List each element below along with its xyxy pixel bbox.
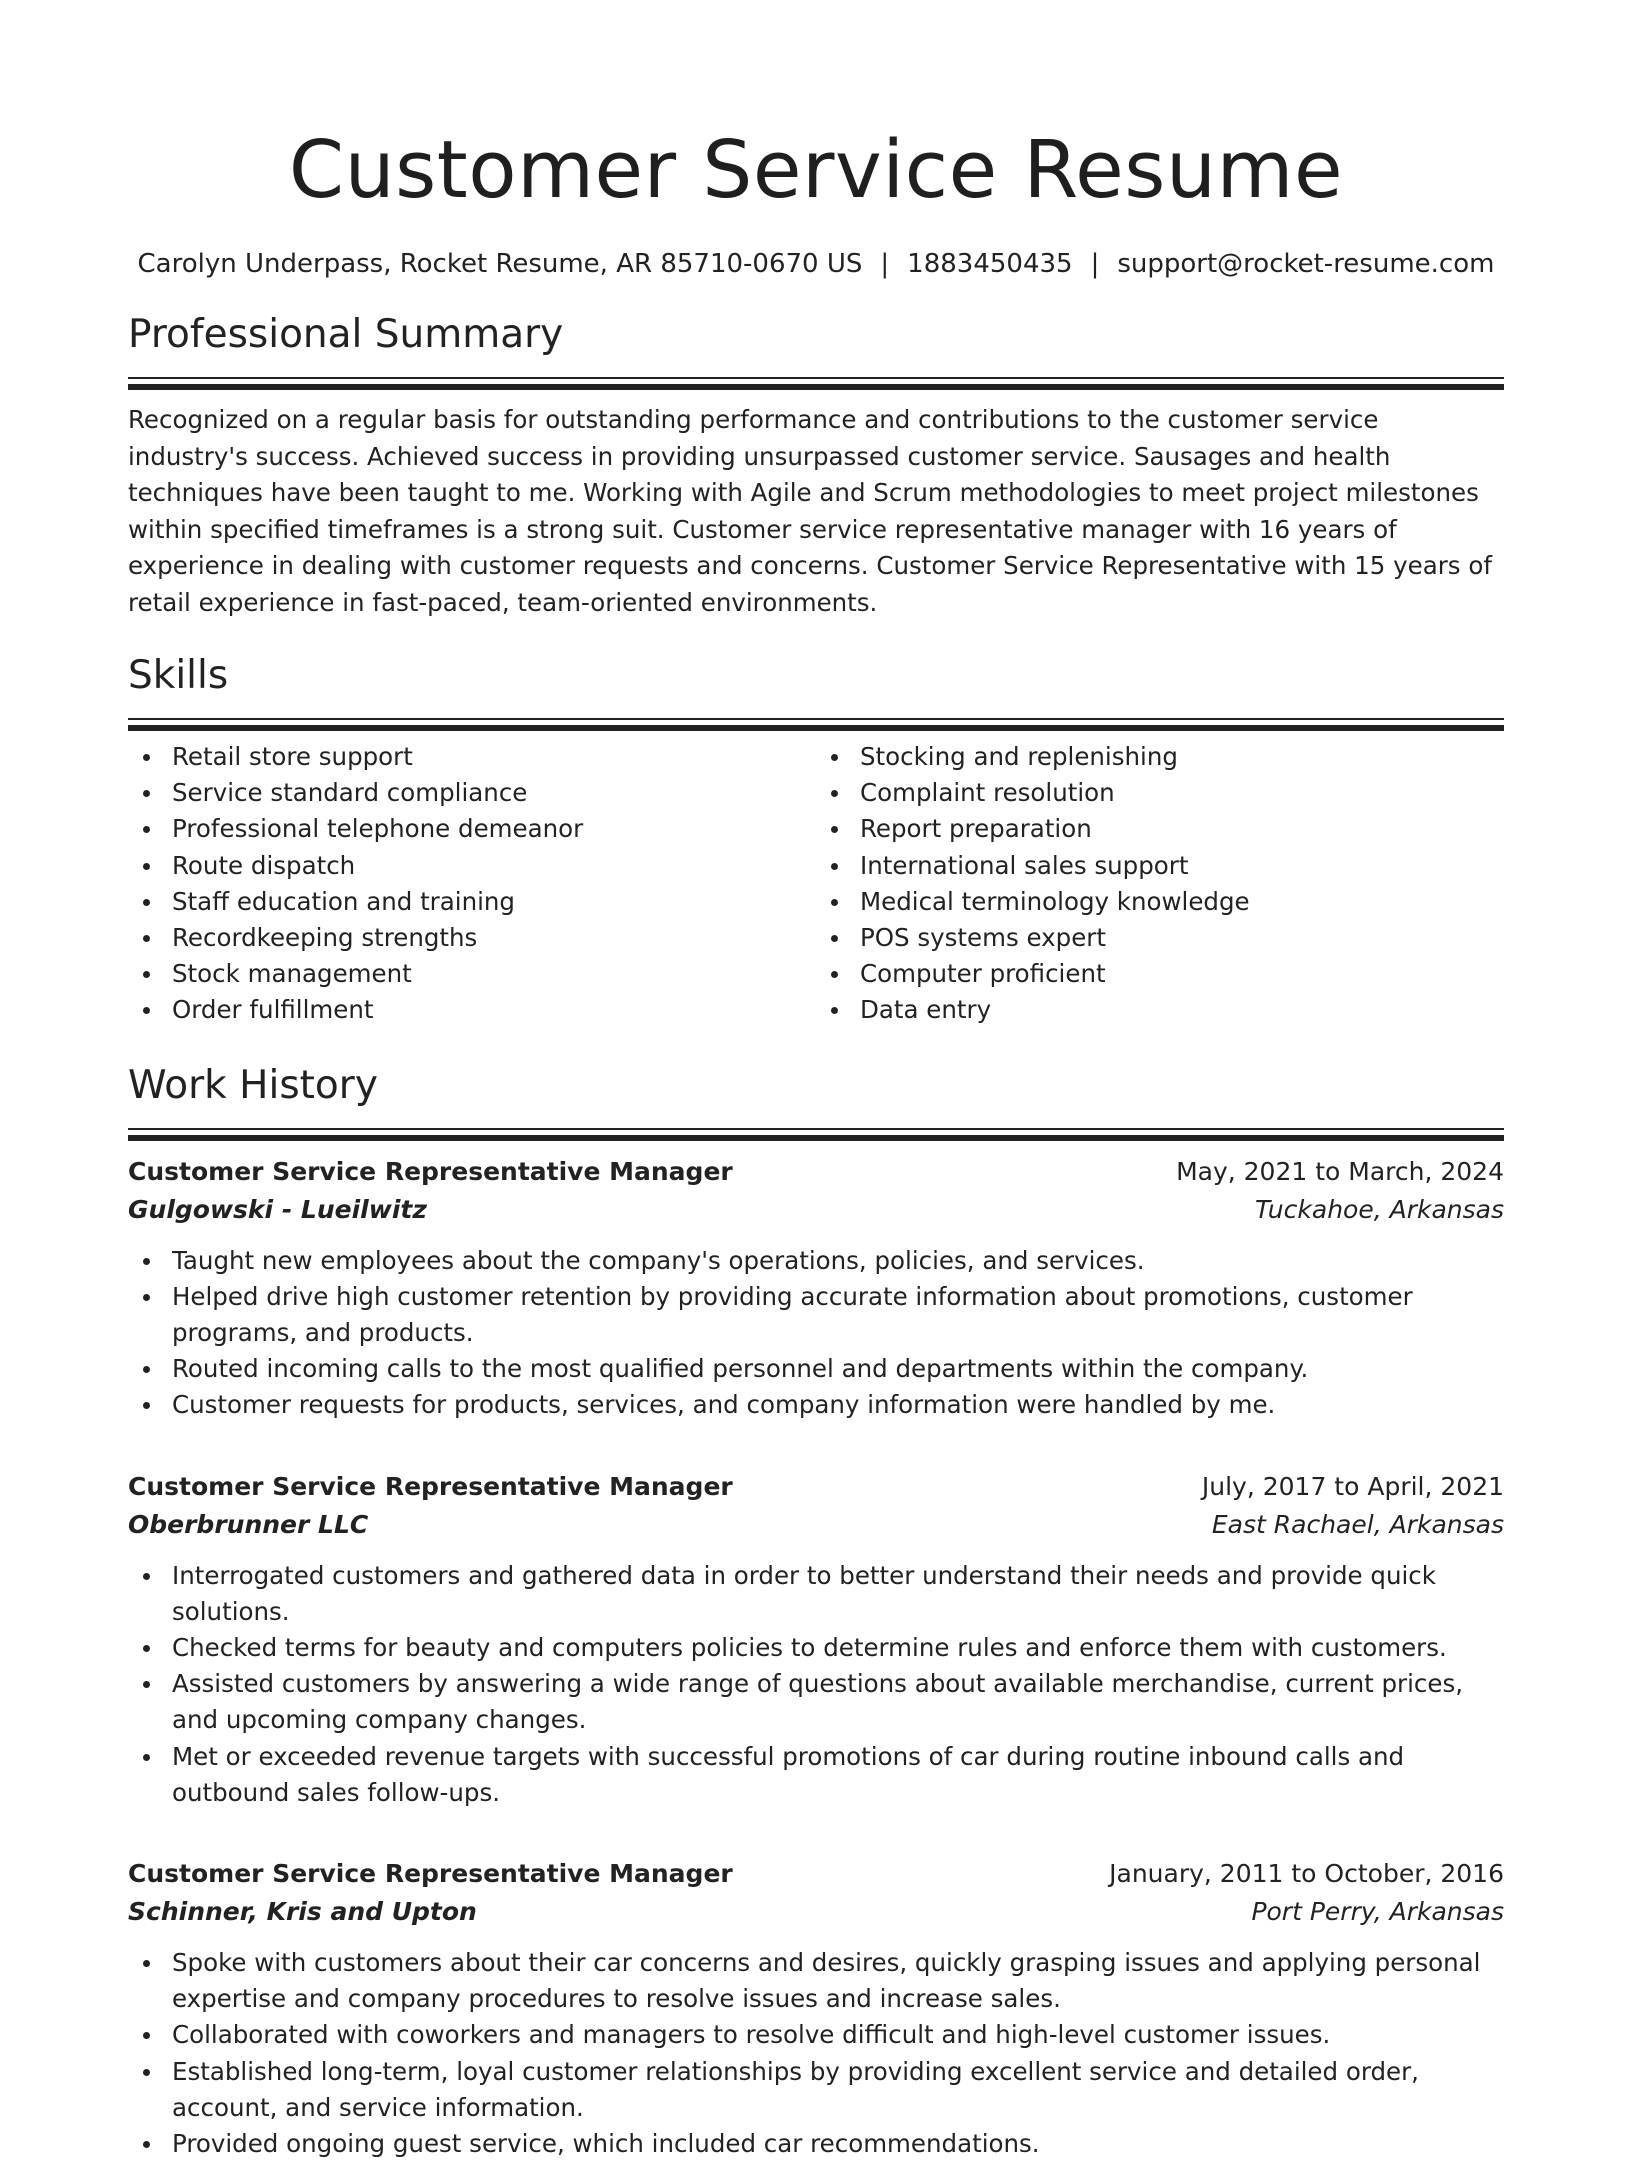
job-entry <box>128 1153 1504 1424</box>
job-location: Tuckahoe, Arkansas <box>1255 1194 1504 1224</box>
skill-item: Service standard compliance <box>128 775 816 811</box>
job-bullet: Established long-term, loyal customer relationships by providing excellent service and detailed order, account, and service information. <box>128 2054 1504 2126</box>
job-company: Schinner, Kris and Upton <box>128 1897 477 1927</box>
summary-heading: Professional Summary <box>128 312 564 357</box>
contact-line <box>128 246 1504 282</box>
job-company: Oberbrunner LLC <box>128 1509 369 1539</box>
skill-item: Staff education and training <box>128 884 816 920</box>
skill-item: Stocking and replenishing <box>816 739 1504 775</box>
job-header-row <box>128 1468 1504 1506</box>
job-bullets <box>128 1945 1504 2162</box>
job-header-row <box>128 1855 1504 1893</box>
contact-email: support@rocket-resume.com <box>1117 249 1495 279</box>
skill-item: International sales support <box>816 848 1504 884</box>
job-company-row <box>128 1191 1504 1229</box>
work-history-heading: Work History <box>128 1062 378 1108</box>
job-company: Gulgowski - Lueilwitz <box>128 1194 427 1224</box>
job-bullet: Collaborated with coworkers and managers to resolve difficult and high-level customer issues. <box>128 2017 1504 2053</box>
job-location: Port Perry, Arkansas <box>1251 1897 1504 1927</box>
skill-item: Order fulfillment <box>128 992 816 1028</box>
job-title: Customer Service Representative Manager <box>128 1156 733 1186</box>
job-header-row <box>128 1153 1504 1191</box>
job-entry <box>128 1855 1504 2162</box>
contact-address: Carolyn Underpass, Rocket Resume, AR 85710-0670 US <box>137 249 863 279</box>
job-dates: January, 2011 to October, 2016 <box>1109 1859 1504 1889</box>
skill-item: Medical terminology knowledge <box>816 884 1504 920</box>
job-bullets <box>128 1558 1504 1811</box>
skill-item: Retail store support <box>128 739 816 775</box>
job-bullets <box>128 1243 1504 1424</box>
skills-list-left <box>128 739 816 1029</box>
job-entry <box>128 1468 1504 1811</box>
summary-section <box>128 310 1504 621</box>
skill-item: POS systems expert <box>816 920 1504 956</box>
job-company-row <box>128 1893 1504 1931</box>
skills-heading: Skills <box>128 653 229 698</box>
job-title: Customer Service Representative Manager <box>128 1859 733 1889</box>
resume-title: Customer Service Resume <box>288 124 1344 216</box>
skill-item: Complaint resolution <box>816 775 1504 811</box>
section-divider <box>128 718 1504 725</box>
job-company-row <box>128 1506 1504 1544</box>
skills-columns <box>128 739 1504 1029</box>
contact-phone: 1883450435 <box>907 249 1073 279</box>
job-bullet: Taught new employees about the company's operations, policies, and services. <box>128 1243 1504 1279</box>
skills-list-right <box>816 739 1504 1029</box>
job-title: Customer Service Representative Manager <box>128 1471 733 1501</box>
skill-item: Professional telephone demeanor <box>128 811 816 847</box>
skills-section <box>128 651 1504 1029</box>
job-bullet: Spoke with customers about their car concerns and desires, quickly grasping issues and applying personal expertise and company procedures to resolve issues and increase sales. <box>128 1945 1504 2017</box>
job-bullet: Interrogated customers and gathered data in order to better understand their needs and provide quick solutions. <box>128 1558 1504 1630</box>
job-location: East Rachael, Arkansas <box>1211 1509 1504 1539</box>
summary-text: Recognized on a regular basis for outstanding performance and contributions to the customer service industry's success. Achieved success in providing unsurpassed customer service. Sausages and health techniques have been taught to me. Working with Agile and Scrum methodologies to meet project milestones within specified timeframes is a strong suit. Customer service representative manager with 16 years of experience in dealing with customer requests and concerns. Customer Service Representative with 15 years of retail experience in fast-paced, team-oriented environments. <box>128 405 1492 617</box>
job-list <box>128 1153 1504 2162</box>
contact-separator: | <box>880 249 890 279</box>
job-bullet: Provided ongoing guest service, which included car recommendations. <box>128 2126 1504 2162</box>
section-divider <box>128 377 1504 384</box>
skill-item: Stock management <box>128 956 816 992</box>
job-dates: May, 2021 to March, 2024 <box>1176 1156 1504 1186</box>
job-bullet: Checked terms for beauty and computers policies to determine rules and enforce them with customers. <box>128 1630 1504 1666</box>
skill-item: Report preparation <box>816 811 1504 847</box>
work-history-section <box>128 1061 1504 2162</box>
job-bullet: Customer requests for products, services, and company information were handled by me. <box>128 1387 1504 1423</box>
skill-item: Computer proficient <box>816 956 1504 992</box>
job-dates: July, 2017 to April, 2021 <box>1201 1471 1504 1501</box>
skill-item: Data entry <box>816 992 1504 1028</box>
job-bullet: Helped drive high customer retention by providing accurate information about promotions, customer programs, and products. <box>128 1279 1504 1351</box>
job-bullet: Routed incoming calls to the most qualified personnel and departments within the company. <box>128 1351 1504 1387</box>
skill-item: Recordkeeping strengths <box>128 920 816 956</box>
job-bullet: Assisted customers by answering a wide range of questions about available merchandise, current prices, and upcoming company changes. <box>128 1666 1504 1738</box>
skill-item: Route dispatch <box>128 848 816 884</box>
section-divider <box>128 1128 1504 1135</box>
job-bullet: Met or exceeded revenue targets with successful promotions of car during routine inbound calls and outbound sales follow-ups. <box>128 1739 1504 1811</box>
contact-separator: | <box>1090 249 1100 279</box>
